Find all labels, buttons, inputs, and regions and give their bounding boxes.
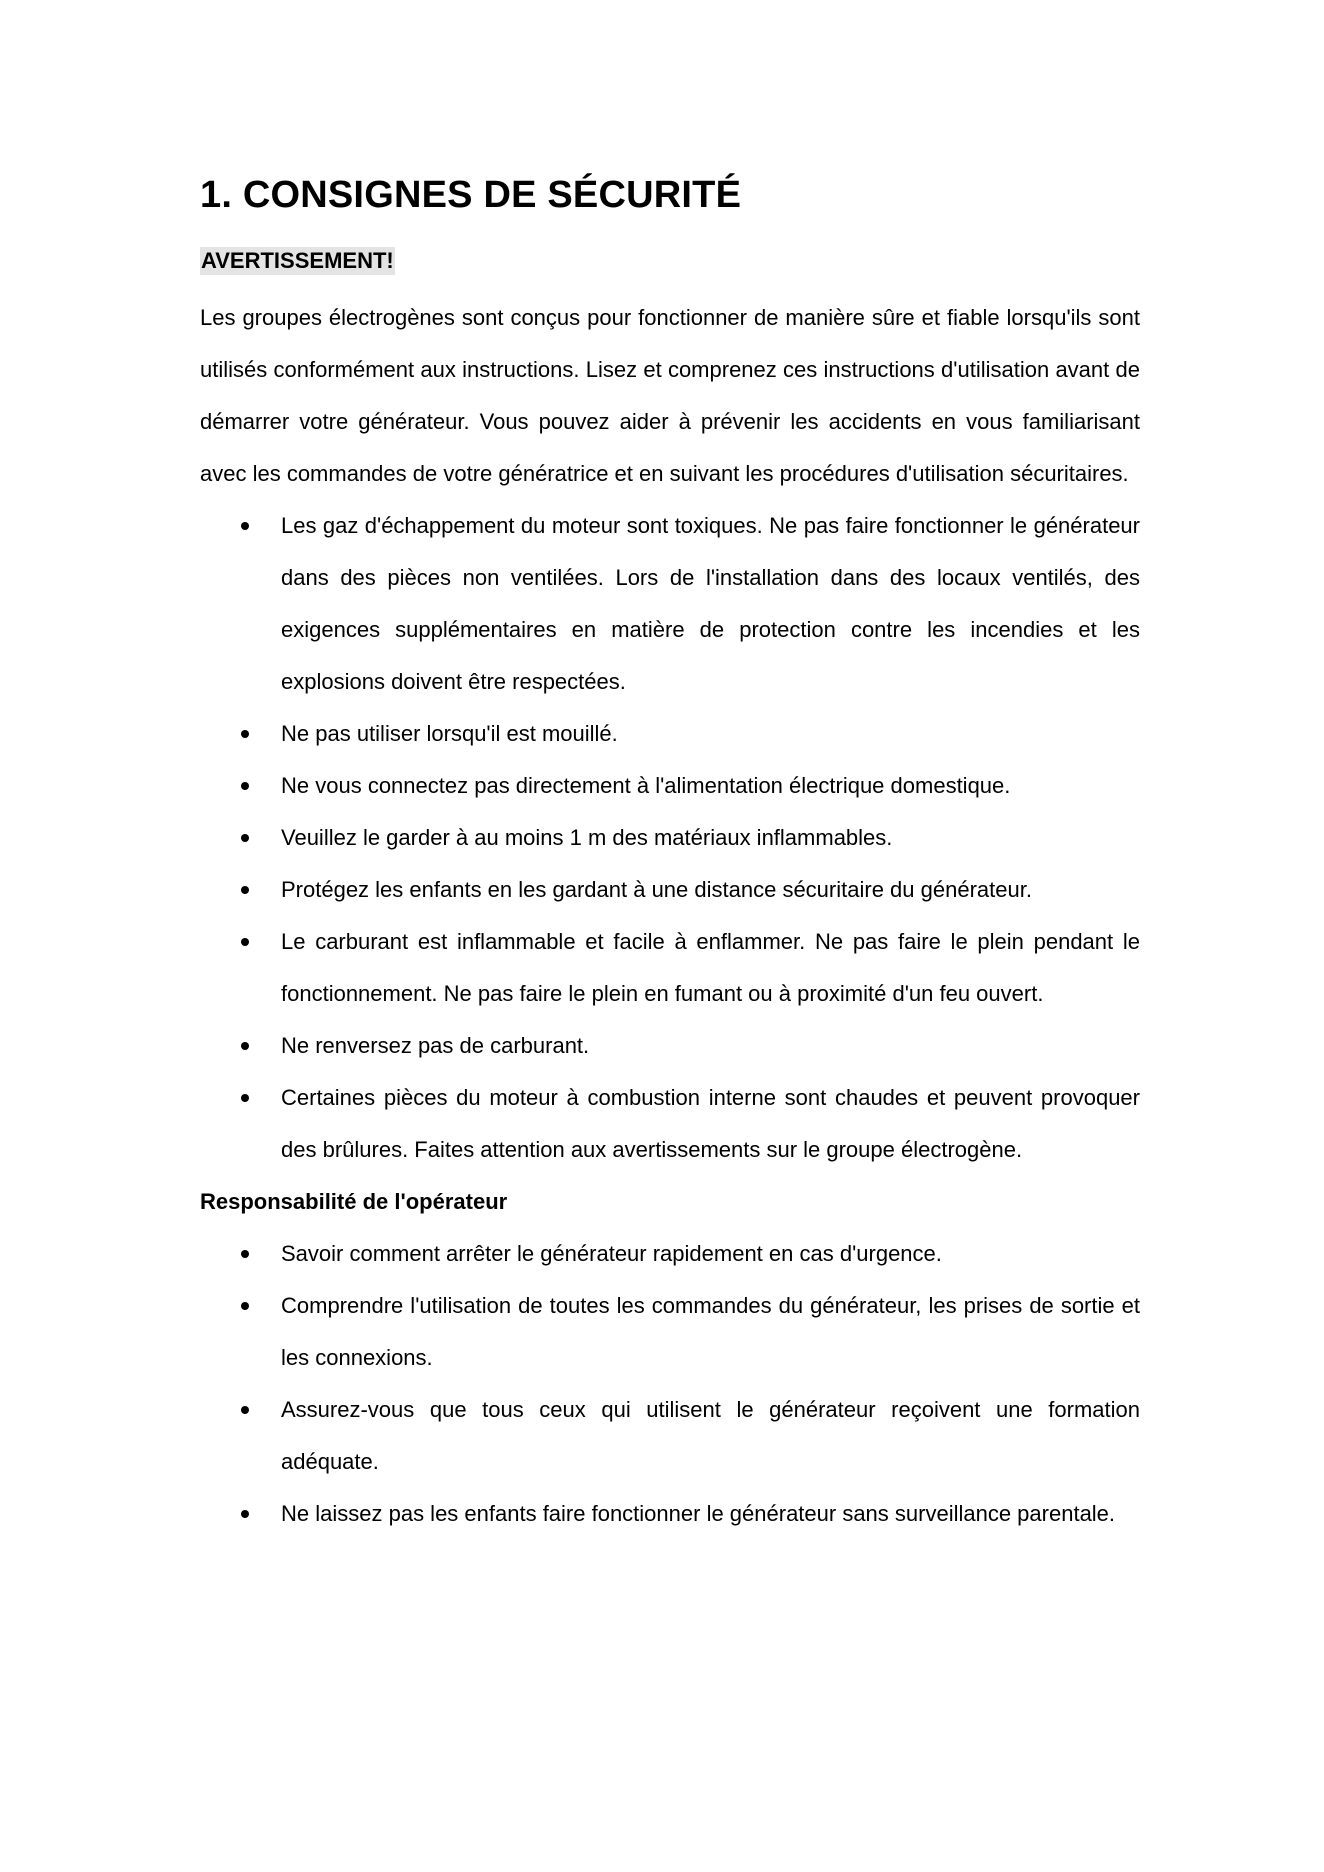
list-item: Protégez les enfants en les gardant à une distance sécuritaire du générateur.: [200, 864, 1140, 916]
list-item: Les gaz d'échappement du moteur sont toxiques. Ne pas faire fonctionner le générateur dans des pièces non ventilées. Lors de l'installation dans des locaux ventilés, des exigences supplémentaires en matière de protection contre les incendies et les explosions doivent être respectées.: [200, 500, 1140, 708]
operator-list: [200, 1228, 1140, 1540]
document-page: [200, 170, 1140, 1540]
list-item: Ne vous connectez pas directement à l'alimentation électrique domestique.: [200, 760, 1140, 812]
list-item: Le carburant est inflammable et facile à enflammer. Ne pas faire le plein pendant le fonctionnement. Ne pas faire le plein en fumant ou à proximité d'un feu ouvert.: [200, 916, 1140, 1020]
list-item: Ne pas utiliser lorsqu'il est mouillé.: [200, 708, 1140, 760]
warning-label: AVERTISSEMENT!: [201, 248, 394, 273]
intro-paragraph: Les groupes électrogènes sont conçus pour fonctionner de manière sûre et fiable lorsqu'ils sont utilisés conformément aux instructions. Lisez et comprenez ces instructions d'utilisation avant de démarrer votre générateur. Vous pouvez aider à prévenir les accidents en vous familiarisant avec les commandes de votre génératrice et en suivant les procédures d'utilisation sécuritaires.: [200, 305, 1140, 486]
list-item: Veuillez le garder à au moins 1 m des matériaux inflammables.: [200, 812, 1140, 864]
list-item: Comprendre l'utilisation de toutes les commandes du générateur, les prises de sortie et les connexions.: [200, 1280, 1140, 1384]
list-item: Certaines pièces du moteur à combustion interne sont chaudes et peuvent provoquer des brûlures. Faites attention aux avertissements sur le groupe électrogène.: [200, 1072, 1140, 1176]
list-item: Assurez-vous que tous ceux qui utilisent le générateur reçoivent une formation adéquate.: [200, 1384, 1140, 1488]
operator-heading: Responsabilité de l'opérateur: [200, 1189, 508, 1214]
section-title: 1. CONSIGNES DE SÉCURITÉ: [200, 174, 742, 216]
list-item: Savoir comment arrêter le générateur rapidement en cas d'urgence.: [200, 1228, 1140, 1280]
list-item: Ne renversez pas de carburant.: [200, 1020, 1140, 1072]
warning-row: [200, 220, 1140, 275]
safety-list: [200, 500, 1140, 1176]
list-item: Ne laissez pas les enfants faire fonctionner le générateur sans surveillance parentale.: [200, 1488, 1140, 1540]
